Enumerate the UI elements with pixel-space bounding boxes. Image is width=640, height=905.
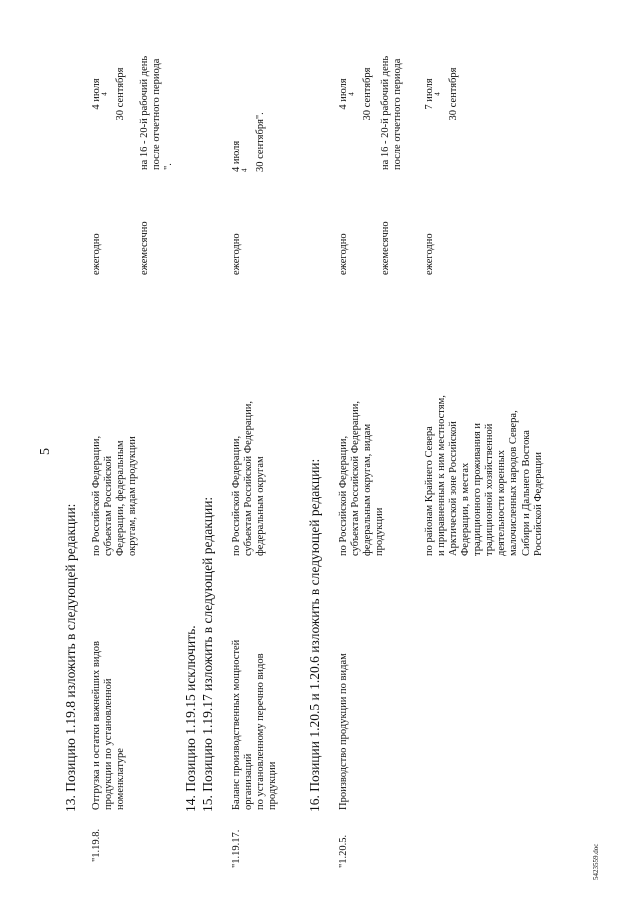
section-13-period-monthly: ежемесячно <box>139 221 150 275</box>
section-16-sub-date: 7 июля $^4$ 30 сентября <box>424 67 460 121</box>
section-15-level: по Российской Федерации, субъектам Российской Федерации, федеральным округам <box>231 401 267 556</box>
section-13-date-monthly: на 16 - 20-й рабочий день после отчетного периода ". <box>139 55 175 170</box>
section-13-period-annual: ежегодно <box>91 233 102 275</box>
section-15-code: "1.19.17. <box>231 829 242 868</box>
section-16-period-monthly: ежемесячно <box>380 221 391 275</box>
section-16-period-annual: ежегодно <box>338 233 349 275</box>
section-15-date: 4 июля $^4$ 30 сентября". <box>231 112 267 172</box>
section-16-sub-period: ежегодно <box>424 233 435 275</box>
section-15-name: Баланс производственных мощностей организаций по установленному перечню видов продукции <box>231 639 279 810</box>
section-15-heading: 15. Позицию 1.19.17 изложить в следующей редакции: <box>200 496 215 812</box>
section-13-date-annual: 4 июля $^4$ 30 сентября <box>91 67 127 121</box>
section-16-date-monthly: на 16 - 20-й рабочий день после отчетного периода <box>380 55 404 170</box>
section-16-sub-level: по районам Крайнего Севера и приравненным к ним местностям, Арктической зоне Российской Федерации, в местах традиционного проживания и традиционной хозяйственной деятельности коренных малочисленных народов Севера, Сибири и Дальнего Востока Российской Федерации <box>424 395 544 556</box>
section-13-level: по Российской Федерации, субъектам Российской Федерации, федеральным округам, видам продукции <box>91 435 139 556</box>
section-16-heading: 16. Позиции 1.20.5 и 1.20.6 изложить в следующей редакции: <box>307 458 322 812</box>
footer-filename: 5423559.doc <box>592 843 600 880</box>
section-16-level: по Российской Федерации, субъектам Российской Федерации, федеральным округам, видам продукции <box>338 401 386 556</box>
section-13-code: "1.19.8. <box>91 828 102 862</box>
section-16-name: Производство продукции по видам <box>338 653 349 810</box>
page-number: 5 <box>38 448 53 455</box>
section-14-heading: 14. Позицию 1.19.15 исключить. <box>183 625 198 812</box>
section-13-name: Отгрузка и остатки важнейших видов продукции по установленной номенклатуре <box>91 640 127 810</box>
section-16-date-annual: 4 июля $^4$ 30 сентября <box>338 67 374 121</box>
section-15-period: ежегодно <box>231 233 242 275</box>
section-16-code: "1.20.5. <box>338 834 349 868</box>
section-13-heading: 13. Позицию 1.19.8 изложить в следующей редакции: <box>63 503 78 812</box>
